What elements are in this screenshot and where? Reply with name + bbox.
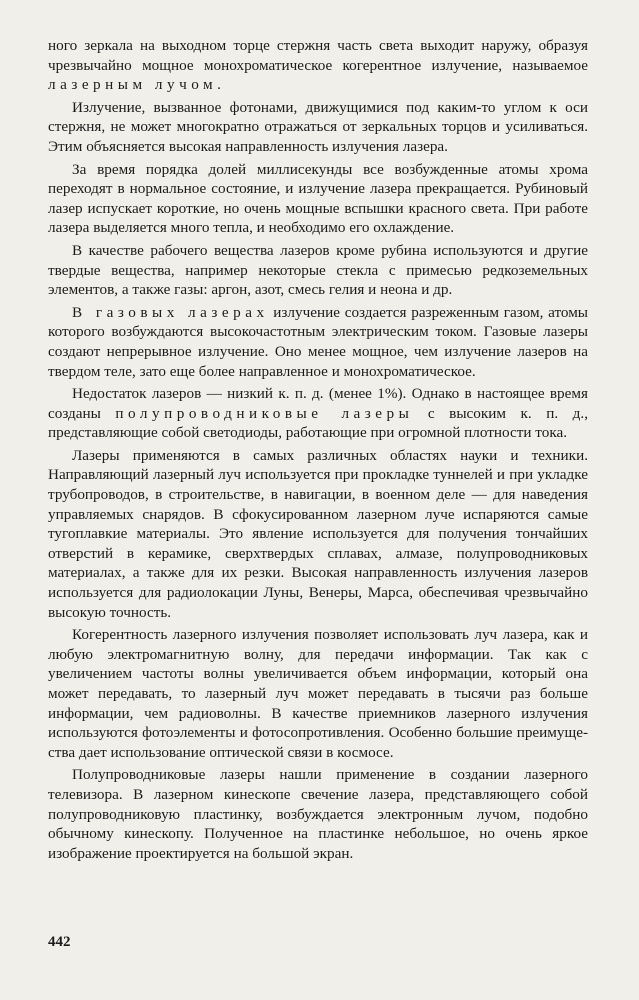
- paragraph-4-text: В качестве рабочего вещества лазеров кроме рубина используются и другие твердые вещества, например некоторые стекла с примесью редкоземельных элементов, а также газы: аргон, азот, смесь гелия и неона и др.: [48, 241, 588, 299]
- paragraph-3-text: За время порядка долей миллисекунды все возбужденные атомы хрома переходят в нормальное состояние, и излучение лазера прекращается. Рубиновый лазер испускает короткие, но очень мощные вспышки красного света. При работе лазера выделяется много тепла, и необходимо его охлаждение.: [48, 160, 588, 237]
- paragraph-3: [48, 160, 588, 238]
- paragraph-9: [48, 765, 588, 863]
- paragraph-4: [48, 241, 588, 300]
- paragraph-7-text: Лазеры применяются в самых различных областях науки и техники. Направляющий лазерный луч используется при прокладке туннелей и при укладке трубопроводов, в строительстве, в навигации, в военном деле — для наведения управляемых снарядов. В сфокусированном лазерном луче испаряются самые тугоплавкие материалы. Это явление используется для получения тончайших отверстий в керамике, сверхтвердых сплавах, алмазе, полупроводниковых материалах, а также для их резки. Высокая направленность излучения лазеров используется для радиолокации Луны, Венеры, Марса, обеспечивая чрезвычайно высокую точность.: [48, 446, 588, 621]
- paragraph-1-text: ного зеркала на выходном торце стержня часть света выходит наружу, образуя чрезвычайно мощное монохроматическое когерентное излучение, называемое: [48, 37, 588, 74]
- page-text-body: [48, 36, 588, 866]
- paragraph-2: [48, 98, 588, 157]
- paragraph-5-spaced-term: В газовых лазерах: [72, 303, 269, 321]
- paragraph-6-text: Недостаток лазеров — низкий к. п. д. (менее 1%). Однако в настоящее время созданы: [48, 385, 588, 422]
- paragraph-6-spaced-term: полупроводниковые лазеры: [115, 404, 414, 422]
- paragraph-9-text: Полупроводниковые лазеры нашли применение в создании лазерного телевизора. В лазерном кинескопе свечение лазера, представляющего собой полупроводниковую пластинку, возбуждается электронным лучом, подобно обычному кинескопу. Полученное на пластинке небольшое, но очень яркое изображение проектируется на большой экран.: [48, 766, 588, 862]
- paragraph-1-spaced-term: лазерным лучом: [48, 76, 218, 94]
- paragraph-8: [48, 625, 588, 762]
- paragraph-8-text: Когерентность лазерного излучения позволяет использовать луч лазера, как и любую электромагнитную волну, для передачи информации. Так как с увеличением частоты волны увеличивается объем информации, который она может передавать, то лазерный луч может передавать в тысячи раз больше информации, чем радиоволны. В качестве приемников лазерного излучения используются фотоэлементы и фотосопротивления. Особенно большие преимущества дает использование оптической связи в космосе.: [48, 626, 588, 761]
- page-number: 442: [48, 934, 71, 950]
- paragraph-7: [48, 446, 588, 622]
- paragraph-6-tail: с высоким к. п. д., представляющие собой светодиоды, работающие при огромной плотности тока.: [48, 404, 589, 442]
- paragraph-5-text: излучение создается разреженным газом, атомы которого возбуждаются высокочастотным электрическим током. Газовые лазеры создают непрерывное излучение. Оно менее мощное, чем излучение лазеров на твердом теле, зато еще более направленное и монохроматическое.: [48, 303, 589, 380]
- paragraph-1-tail: .: [217, 76, 221, 94]
- paragraph-5: [48, 303, 588, 381]
- paragraph-1: [48, 36, 588, 95]
- paragraph-6: [48, 384, 588, 443]
- paragraph-2-text: Излучение, вызванное фотонами, движущимися под каким-то углом к оси стержня, не может многократно отражаться от зеркальных торцов и усиливаться. Этим объясняется высокая направленность излучения лазера.: [48, 98, 588, 155]
